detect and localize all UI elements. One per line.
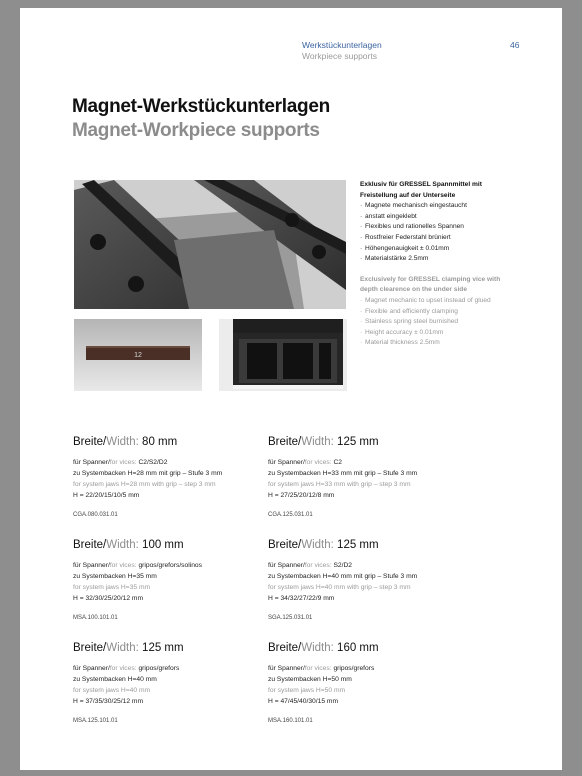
page-title-en: Magnet-Workpiece supports <box>72 120 320 141</box>
heights: H = 22/20/15/10/5 mm <box>73 492 140 499</box>
article-number: CGA.080.031.01 <box>73 512 118 518</box>
catalog-page <box>20 8 562 770</box>
jaws-de: zu Systembacken H=35 mm <box>73 573 157 580</box>
width-heading: Breite/Width: 125 mm <box>268 539 379 551</box>
feature-heading-de-1: Exklusiv für GRESSEL Spannmittel mit <box>360 181 482 188</box>
product-card <box>73 435 293 521</box>
width-heading: Breite/Width: 125 mm <box>73 642 184 654</box>
vices-line: für Spanner/for vices: gripos/grefors <box>268 665 375 672</box>
feature-item-en: · Height accuracy ± 0.01mm <box>360 328 540 339</box>
jaws-de: zu Systembacken H=33 mm mit grip – Stufe 3 mm <box>268 470 418 477</box>
jaws-en: for system jaws H=28 mm with grip – step 3 mm <box>73 481 216 488</box>
vice-photo <box>74 180 346 309</box>
product-card <box>268 641 488 727</box>
feature-item-de: · anstatt eingeklebt <box>360 212 540 223</box>
jaws-de: zu Systembacken H=28 mm mit grip – Stufe 3 mm <box>73 470 223 477</box>
feature-item-de: · Rostfreier Federstahl brüniert <box>360 233 540 244</box>
feature-item-de: · Höhengenauigkeit ± 0.01mm <box>360 244 540 255</box>
feature-items-en <box>360 296 540 349</box>
feature-item-en: · Stainless spring steel burnished <box>360 317 540 328</box>
heights: H = 34/32/27/22/9 mm <box>268 595 335 602</box>
feature-item-de: · Magnete mechanisch eingestaucht <box>360 201 540 212</box>
heights: H = 32/30/25/20/12 mm <box>73 595 144 602</box>
feature-item-de: · Flexibles und rationelles Spannen <box>360 222 540 233</box>
heights: H = 37/35/30/25/12 mm <box>73 698 144 705</box>
feature-heading-de-2: Freistellung auf der Unterseite <box>360 191 456 199</box>
product-card <box>73 538 293 624</box>
feature-heading-en-2: depth clearence on the under side <box>360 286 467 294</box>
jaws-de: zu Systembacken H=40 mm mit grip – Stufe 3 mm <box>268 573 418 580</box>
jaws-en: for system jaws H=50 mm <box>268 687 346 694</box>
feature-heading-en-1: Exclusively for GRESSEL clamping vice with <box>360 275 501 283</box>
feature-items-de <box>360 201 540 265</box>
feature-item-en: · Magnet mechanic to upset instead of glued <box>360 296 540 307</box>
jaws-de: zu Systembacken H=50 mm <box>268 676 352 683</box>
magnet-strip-illustration <box>74 319 202 391</box>
feature-item-en: · Flexible and efficiently clamping <box>360 307 540 318</box>
width-heading: Breite/Width: 80 mm <box>73 436 178 448</box>
magnet-strip-photo <box>74 319 202 391</box>
jaws-de: zu Systembacken H=40 mm <box>73 676 157 683</box>
product-card <box>268 538 488 624</box>
width-heading: Breite/Width: 100 mm <box>73 539 184 551</box>
section-title-en: Workpiece supports <box>302 51 377 61</box>
feature-list <box>360 180 540 349</box>
heights: H = 27/25/20/12/8 mm <box>268 492 335 499</box>
article-number: MSA.125.101.01 <box>73 718 118 724</box>
jaws-en: for system jaws H=40 mm <box>73 687 151 694</box>
vice-illustration <box>74 180 346 309</box>
article-number: SGA.125.031.01 <box>268 615 313 621</box>
jaws-en: for system jaws H=40 mm with grip – step 3 mm <box>268 584 411 591</box>
jaws-en: for system jaws H=35 mm <box>73 584 151 591</box>
width-heading: Breite/Width: 160 mm <box>268 642 379 654</box>
section-title-de: Werkstückunterlagen <box>302 40 382 50</box>
product-card <box>268 435 488 521</box>
strip-label: 12 <box>134 352 142 359</box>
vices-line: für Spanner/for vices: S2/D2 <box>268 562 353 569</box>
page-number: 46 <box>510 40 520 50</box>
width-heading: Breite/Width: 125 mm <box>268 436 379 448</box>
product-card <box>73 641 293 727</box>
vices-line: für Spanner/for vices: C2 <box>268 459 342 466</box>
feature-item-de: · Materialstärke 2.5mm <box>360 254 540 265</box>
vices-line: für Spanner/for vices: gripos/grefors/solinos <box>73 562 202 569</box>
heights: H = 47/45/40/30/15 mm <box>268 698 339 705</box>
vices-line: für Spanner/for vices: C2/S2/D2 <box>73 459 168 466</box>
page-title-de: Magnet-Werkstückunterlagen <box>72 96 330 117</box>
jaws-en: for system jaws H=33 mm with grip – step 3 mm <box>268 481 411 488</box>
storage-case-illustration <box>219 319 347 391</box>
storage-case-photo <box>219 319 347 391</box>
article-number: MSA.160.101.01 <box>268 718 313 724</box>
article-number: CGA.125.031.01 <box>268 512 313 518</box>
article-number: MSA.100.101.01 <box>73 615 118 621</box>
vices-line: für Spanner/for vices: gripos/grefors <box>73 665 180 672</box>
feature-item-en: · Material thickness 2.5mm <box>360 338 540 349</box>
